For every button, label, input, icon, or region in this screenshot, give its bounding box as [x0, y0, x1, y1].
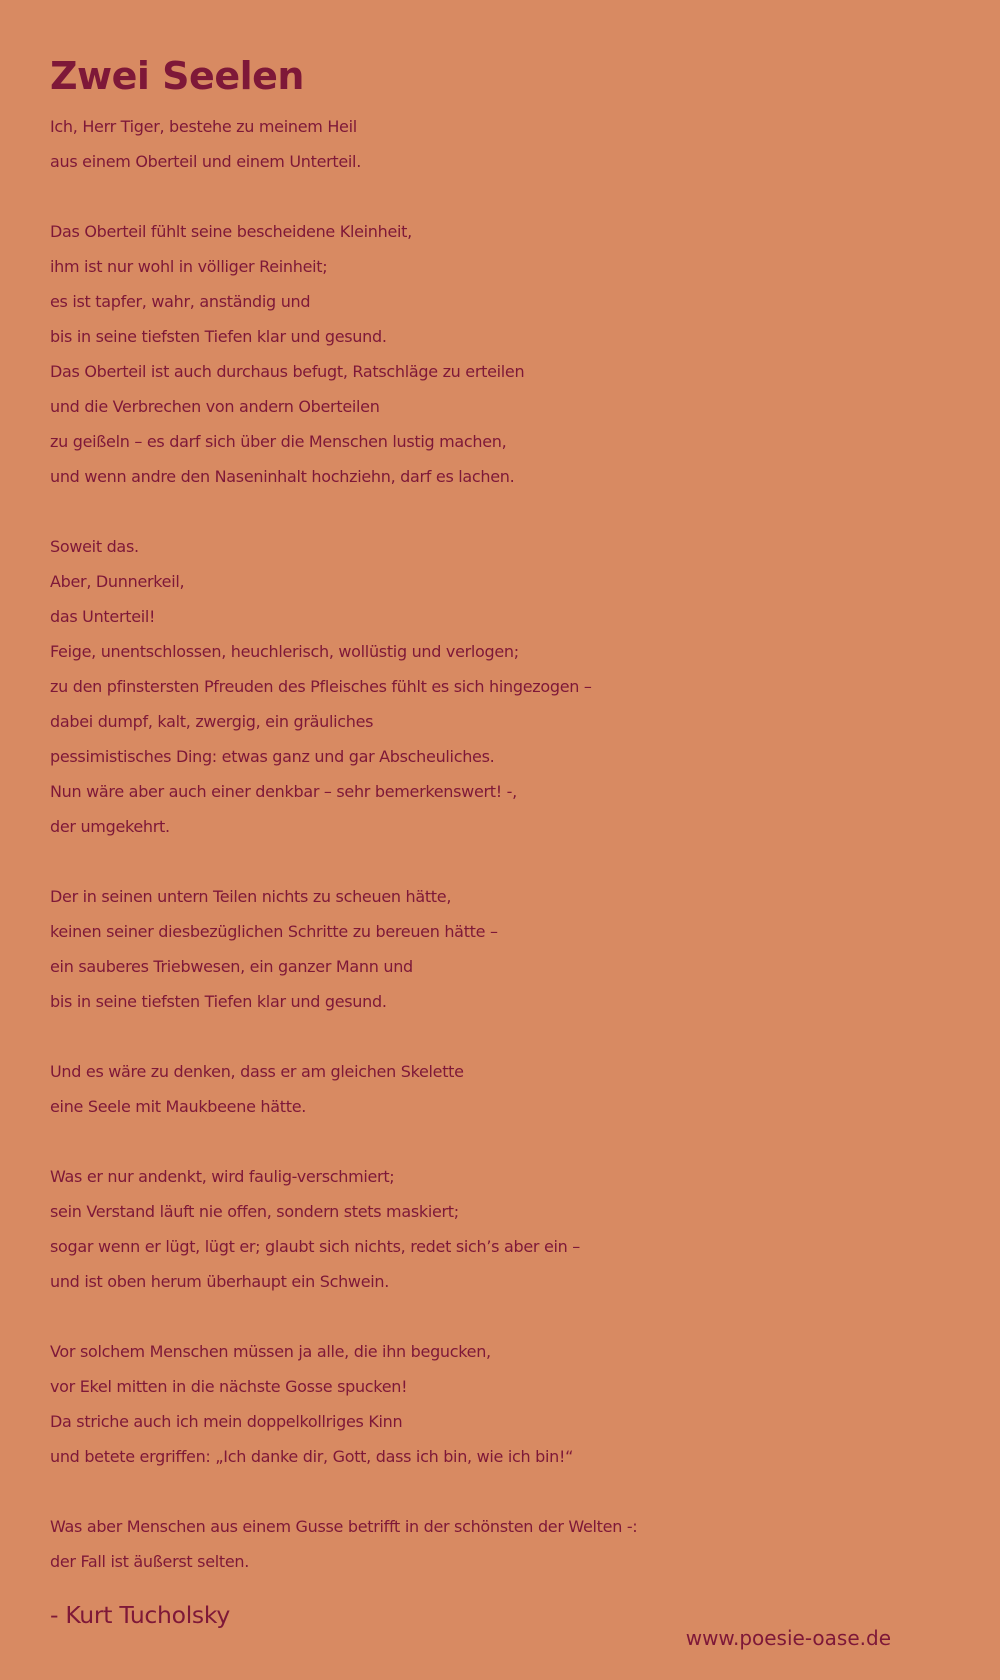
poem-line: Da striche auch ich mein doppelkollriges Kinn [50, 1412, 403, 1431]
poem-line: Das Oberteil fühlt seine bescheidene Kleinheit, [50, 222, 412, 241]
poem-stanza [50, 529, 970, 844]
poem-title: Zwei Seelen [50, 54, 304, 98]
poem-line: der Fall ist äußerst selten. [50, 1552, 250, 1571]
poem-line: Nun wäre aber auch einer denkbar – sehr bemerkenswert! -, [50, 782, 517, 801]
poem-line: Ich, Herr Tiger, bestehe zu meinem Heil [50, 117, 357, 136]
poem-line: und betete ergriffen: „Ich danke dir, Gott, dass ich bin, wie ich bin!“ [50, 1447, 574, 1466]
poem-line: bis in seine tiefsten Tiefen klar und gesund. [50, 327, 387, 346]
poem-line: Was er nur andenkt, wird faulig-verschmiert; [50, 1167, 395, 1186]
poem-line: bis in seine tiefsten Tiefen klar und gesund. [50, 992, 387, 1011]
poem-line: vor Ekel mitten in die nächste Gosse spucken! [50, 1377, 408, 1396]
poem-line: keinen seiner diesbezüglichen Schritte zu bereuen hätte – [50, 922, 498, 941]
poem-line: und ist oben herum überhaupt ein Schwein. [50, 1272, 390, 1291]
poem-line: dabei dumpf, kalt, zwergig, ein gräuliches [50, 712, 374, 731]
poem-line: Feige, unentschlossen, heuchlerisch, wollüstig und verlogen; [50, 642, 519, 661]
poem-stanza [50, 214, 970, 494]
poem-author: - Kurt Tucholsky [50, 1601, 230, 1629]
poem-line: Aber, Dunnerkeil, [50, 572, 185, 591]
poem-line: zu geißeln – es darf sich über die Menschen lustig machen, [50, 432, 507, 451]
poem-stanza [50, 879, 970, 1019]
poem-line: der umgekehrt. [50, 817, 170, 836]
poem-stanza [50, 1159, 970, 1299]
poem-line: und wenn andre den Naseninhalt hochziehn, darf es lachen. [50, 467, 515, 486]
poem-line: aus einem Oberteil und einem Unterteil. [50, 152, 361, 171]
poem-line: Vor solchem Menschen müssen ja alle, die ihn begucken, [50, 1342, 491, 1361]
poem-line: Das Oberteil ist auch durchaus befugt, Ratschläge zu erteilen [50, 362, 525, 381]
poem-line: Der in seinen untern Teilen nichts zu scheuen hätte, [50, 887, 452, 906]
poem-line: ihm ist nur wohl in völliger Reinheit; [50, 257, 328, 276]
poem-body [50, 109, 970, 1614]
poem-line: sogar wenn er lügt, lügt er; glaubt sich nichts, redet sich’s aber ein – [50, 1237, 580, 1256]
poem-stanza [50, 1334, 970, 1474]
poem-line: zu den pfinstersten Pfreuden des Pfleisches fühlt es sich hingezogen – [50, 677, 592, 696]
poem-line: sein Verstand läuft nie offen, sondern stets maskiert; [50, 1202, 459, 1221]
poem-line: pessimistisches Ding: etwas ganz und gar Abscheuliches. [50, 747, 495, 766]
website-url: www.poesie-oase.de [685, 1626, 891, 1650]
poem-stanza [50, 1054, 970, 1124]
poem-line: Und es wäre zu denken, dass er am gleichen Skelette [50, 1062, 464, 1081]
poem-line: es ist tapfer, wahr, anständig und [50, 292, 311, 311]
poem-line: eine Seele mit Maukbeene hätte. [50, 1097, 307, 1116]
poem-stanza [50, 109, 970, 179]
poem-line: Soweit das. [50, 537, 139, 556]
poem-stanza [50, 1509, 970, 1579]
poem-line: ein sauberes Triebwesen, ein ganzer Mann und [50, 957, 413, 976]
poem-line: Was aber Menschen aus einem Gusse betrifft in der schönsten der Welten -: [50, 1517, 638, 1536]
poem-line: und die Verbrechen von andern Oberteilen [50, 397, 380, 416]
poem-line: das Unterteil! [50, 607, 156, 626]
